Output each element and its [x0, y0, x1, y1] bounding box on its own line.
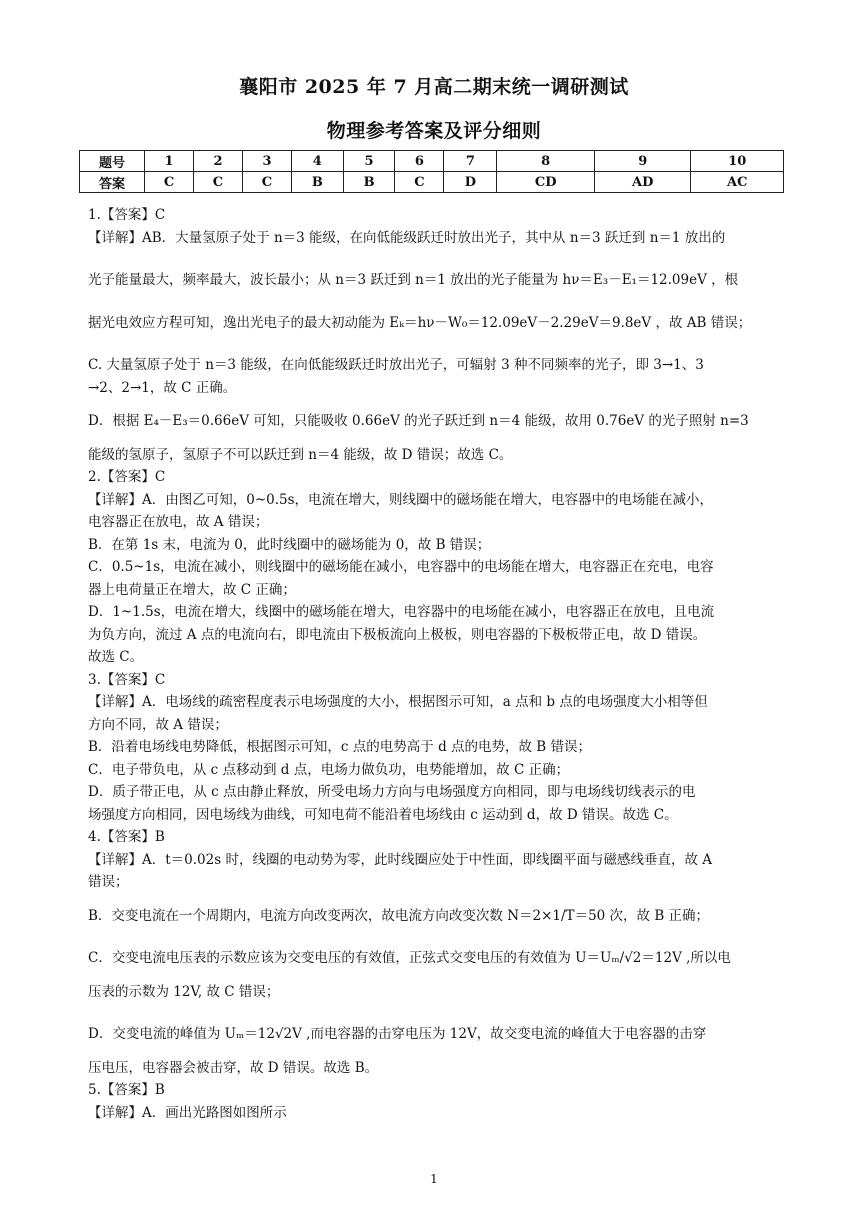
q2-explanation-line: 电容器正在放电，故 A 错误；	[88, 514, 269, 530]
answer-cell: B	[343, 172, 395, 193]
answer-table-answer-row	[80, 172, 784, 193]
q2-explanation-line: D．1~1.5s，电流在增大，线圈中的磁场能在增大，电容器中的电场能在减小，电容器正在放电，且电流	[88, 604, 715, 620]
q3-explanation-line: B．沿着电场线电势降低，根据图示可知，c 点的电势高于 d 点的电势，故 B 错误；	[88, 739, 591, 755]
question-number-cell: 9	[594, 151, 691, 172]
q4-explanation-line: D．交变电流的峰值为 Uₘ＝12√2V ,而电容器的击穿电压为 12V，故交变电流的峰值大于电容器的击穿	[88, 1026, 707, 1042]
q3-explanation-line: 场强度方向相同，因电场线为曲线，可知电荷不能沿着电场线由 c 运动到 d，故 D 错误。故选 C。	[88, 806, 678, 823]
answer-cell: C	[193, 172, 242, 193]
q1-explanation-line: 光子能量最大，频率最大，波长最小；从 n＝3 跃迁到 n＝1 放出的光子能量为 hν＝E₃－E₁＝12.09eV ，根	[88, 272, 739, 288]
answer-table-number-row	[80, 151, 784, 172]
q4-answer-heading: 4.【答案】B	[88, 829, 165, 845]
q5-explanation-line: 【详解】A．画出光路图如图所示	[88, 1104, 287, 1121]
q3-answer-heading: 3.【答案】C	[88, 671, 166, 688]
answer-cell: C	[145, 172, 194, 193]
q4-explanation-line: C．交变电流电压表的示数应该为交变电压的有效值，正弦式交变电压的有效值为 U＝Uₘ/√2＝12V ,所以电	[88, 950, 731, 966]
question-number-cell: 6	[395, 151, 444, 172]
q2-explanation-line: B．在第 1s 末，电流为 0，此时线圈中的磁场能为 0，故 B 错误；	[88, 536, 491, 553]
q4-explanation-line: 【详解】A．t＝0.02s 时，线圈的电动势为零，此时线圈应处于中性面，即线圈平面与磁感线垂直，故 A	[88, 851, 712, 868]
q4-explanation-line: B．交变电流在一个周期内，电流方向改变两次，故电流方向改变次数 N＝2×1/T＝50 次，故 B 正确；	[88, 907, 710, 924]
question-number-cell: 10	[691, 151, 784, 172]
q4-explanation-line: 错误；	[88, 874, 129, 890]
question-number-cell: 2	[193, 151, 242, 172]
q1-explanation-line: 据光电效应方程可知，逸出光电子的最大初动能为 Eₖ＝hν－W₀＝12.09eV－2.29eV＝9.8eV ，故 AB 错误；	[88, 314, 752, 331]
answer-cell: AC	[691, 172, 784, 193]
q2-explanation-line: 为负方向，流过 A 点的电流向右，即电流由下极板流向上极板，则电容器的下极板带正电，故 D 错误。	[88, 626, 707, 643]
document-subtitle: 物理参考答案及评分细则	[326, 120, 542, 142]
q2-explanation-line: C．0.5~1s，电流在减小，则线圈中的磁场能在减小，电容器中的电场能在增大，电容器正在充电，电容	[88, 559, 714, 575]
q1-explanation-line: D．根据 E₄－E₃＝0.66eV 可知，只能吸收 0.66eV 的光子跃迁到 n＝4 能级，故用 0.76eV 的光子照射 n=3	[88, 413, 749, 429]
q1-explanation-line: 能级的氢原子，氢原子不可以跃迁到 n＝4 能级，故 D 错误；故选 C。	[88, 446, 513, 463]
q3-explanation-line: 方向不同，故 A 错误；	[88, 716, 228, 733]
number-row-label: 题号	[80, 151, 145, 172]
question-number-cell: 1	[145, 151, 194, 172]
q3-explanation-line: 【详解】A．电场线的疏密程度表示电场强度的大小，根据图示可知，a 点和 b 点的电场强度大小相等但	[88, 694, 708, 710]
q1-explanation-line: →2、2→1，故 C 正确。	[88, 379, 237, 396]
answer-cell: CD	[497, 172, 595, 193]
document-title: 襄阳市 2025 年 7 月高二期末统一调研测试	[239, 76, 629, 98]
q2-explanation-line: 器上电荷量正在增大，故 C 正确；	[88, 581, 296, 598]
q5-answer-heading: 5.【答案】B	[88, 1082, 165, 1098]
answer-cell: C	[242, 172, 291, 193]
q3-explanation-line: D．质子带正电，从 c 点由静止释放，所受电场力方向与电场强度方向相同，即与电场线切线表示的电	[88, 784, 696, 800]
answer-row-label: 答案	[80, 172, 145, 193]
q1-answer-heading: 1.【答案】C	[88, 207, 166, 223]
q1-explanation-line: 【详解】AB．大量氢原子处于 n＝3 能级，在向低能级跃迁时放出光子，其中从 n＝3 跃迁到 n＝1 放出的	[88, 229, 726, 246]
q2-explanation-line: 故选 C。	[88, 649, 144, 665]
answer-table	[79, 150, 784, 193]
q3-explanation-line: C．电子带负电，从 c 点移动到 d 点，电场力做负功，电势能增加，故 C 正确；	[88, 761, 570, 778]
q4-explanation-line: 压电压，电容器会被击穿，故 D 错误。故选 B。	[88, 1059, 379, 1076]
answer-cell: B	[291, 172, 343, 193]
q1-explanation-line: C. 大量氢原子处于 n＝3 能级，在向低能级跃迁时放出光子，可辐射 3 种不同频率的光子，即 3→1、3	[88, 357, 704, 373]
answer-cell: C	[395, 172, 444, 193]
answer-cell: D	[444, 172, 497, 193]
answer-explanations	[88, 204, 782, 1124]
q4-explanation-line: 压表的示数为 12V, 故 C 错误；	[88, 983, 280, 1000]
q2-answer-heading: 2.【答案】C	[88, 469, 166, 485]
question-number-cell: 5	[343, 151, 395, 172]
q2-explanation-line: 【详解】A．由图乙可知，0~0.5s，电流在增大，则线圈中的磁场能在增大，电容器中的电场能在减小，	[88, 491, 714, 508]
question-number-cell: 7	[444, 151, 497, 172]
question-number-cell: 3	[242, 151, 291, 172]
question-number-cell: 8	[497, 151, 595, 172]
question-number-cell: 4	[291, 151, 343, 172]
answer-cell: AD	[594, 172, 691, 193]
page-number: 1	[430, 1172, 438, 1186]
